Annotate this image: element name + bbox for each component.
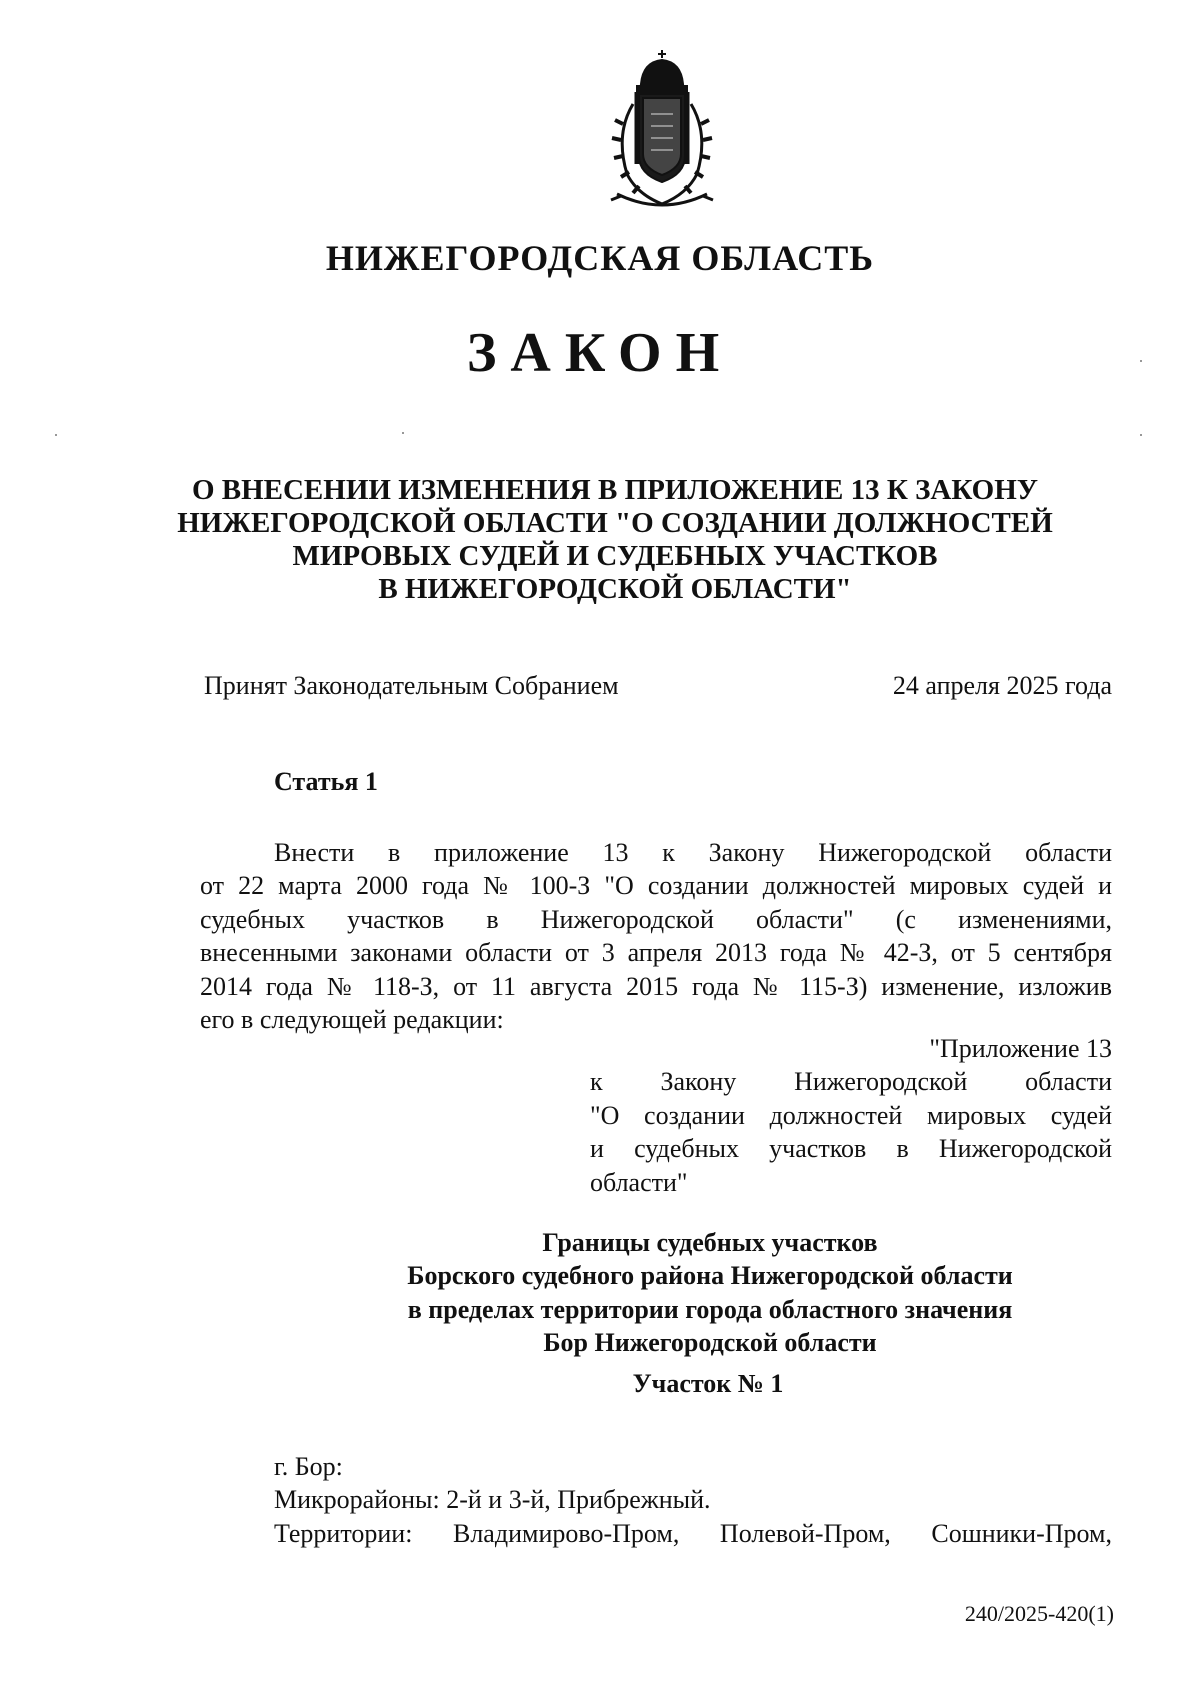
appendix-line: "О создании должностей мировых судей (590, 1100, 1112, 1130)
article-line: от 22 марта 2000 года № 100-З "О создании должностей мировых судей и (200, 871, 1112, 901)
title-line: МИРОВЫХ СУДЕЙ И СУДЕБНЫХ УЧАСТКОВ (292, 540, 938, 572)
scan-speck (402, 432, 404, 434)
boundaries-line: Границы судебных участков (542, 1228, 878, 1257)
boundaries-line: Борского судебного района Нижегородской области (407, 1261, 1013, 1291)
adoption-date: 24 апреля 2025 года (892, 671, 1112, 700)
boundaries-heading (300, 1226, 1120, 1360)
coat-of-arms-icon (593, 44, 731, 214)
law-title (150, 474, 1080, 606)
article-line: 2014 года № 118-З, от 11 августа 2015 года № 115-З) изменение, изложив (200, 971, 1112, 1001)
plot-description (274, 1450, 1112, 1550)
article-line: судебных участков в Нижегородской области" (с изменениями, (200, 904, 1112, 934)
article-heading: Статья 1 (274, 767, 378, 796)
appendix-line: к Закону Нижегородской области (590, 1067, 1112, 1097)
boundaries-line: в пределах территории города областного значения (407, 1294, 1013, 1324)
article-line: внесенными законами области от 3 апреля 2013 года № 42-З, от 5 сентября (200, 938, 1112, 968)
article-line: его в следующей редакции: (200, 1004, 504, 1034)
adoption-label: Принят Законодательным Собранием (204, 671, 619, 700)
plot-line: г. Бор: (274, 1452, 343, 1481)
plot-line: Территории: Владимирово-Пром, Полевой-Пром, Сошники-Пром, (274, 1518, 1112, 1548)
scan-speck (1140, 360, 1142, 362)
appendix-line: и судебных участков в Нижегородской (590, 1134, 1112, 1164)
document-number: 240/2025-420(1) (964, 1601, 1114, 1626)
article-line: Внести в приложение 13 к Закону Нижегородской области (274, 838, 1112, 867)
title-line: О ВНЕСЕНИИ ИЗМЕНЕНИЯ В ПРИЛОЖЕНИЕ 13 К ЗАКОНУ (191, 474, 1039, 506)
boundaries-line: Бор Нижегородской области (543, 1328, 877, 1358)
plot-heading: Участок № 1 (632, 1369, 784, 1398)
document-type: ЗАКОН (466, 322, 734, 384)
appendix-line: области" (590, 1167, 688, 1197)
appendix-reference (590, 1032, 1112, 1199)
title-line: НИЖЕГОРОДСКОЙ ОБЛАСТИ "О СОЗДАНИИ ДОЛЖНОСТЕЙ (177, 507, 1053, 539)
appendix-line: "Приложение 13 (929, 1034, 1112, 1063)
plot-line: Микрорайоны: 2-й и 3-й, Прибрежный. (274, 1485, 711, 1515)
region-name: НИЖЕГОРОДСКАЯ ОБЛАСТЬ (325, 238, 875, 278)
scan-speck (1140, 434, 1142, 436)
article-text (200, 836, 1112, 1036)
scan-speck (55, 434, 57, 436)
title-line: В НИЖЕГОРОДСКОЙ ОБЛАСТИ" (378, 573, 852, 605)
